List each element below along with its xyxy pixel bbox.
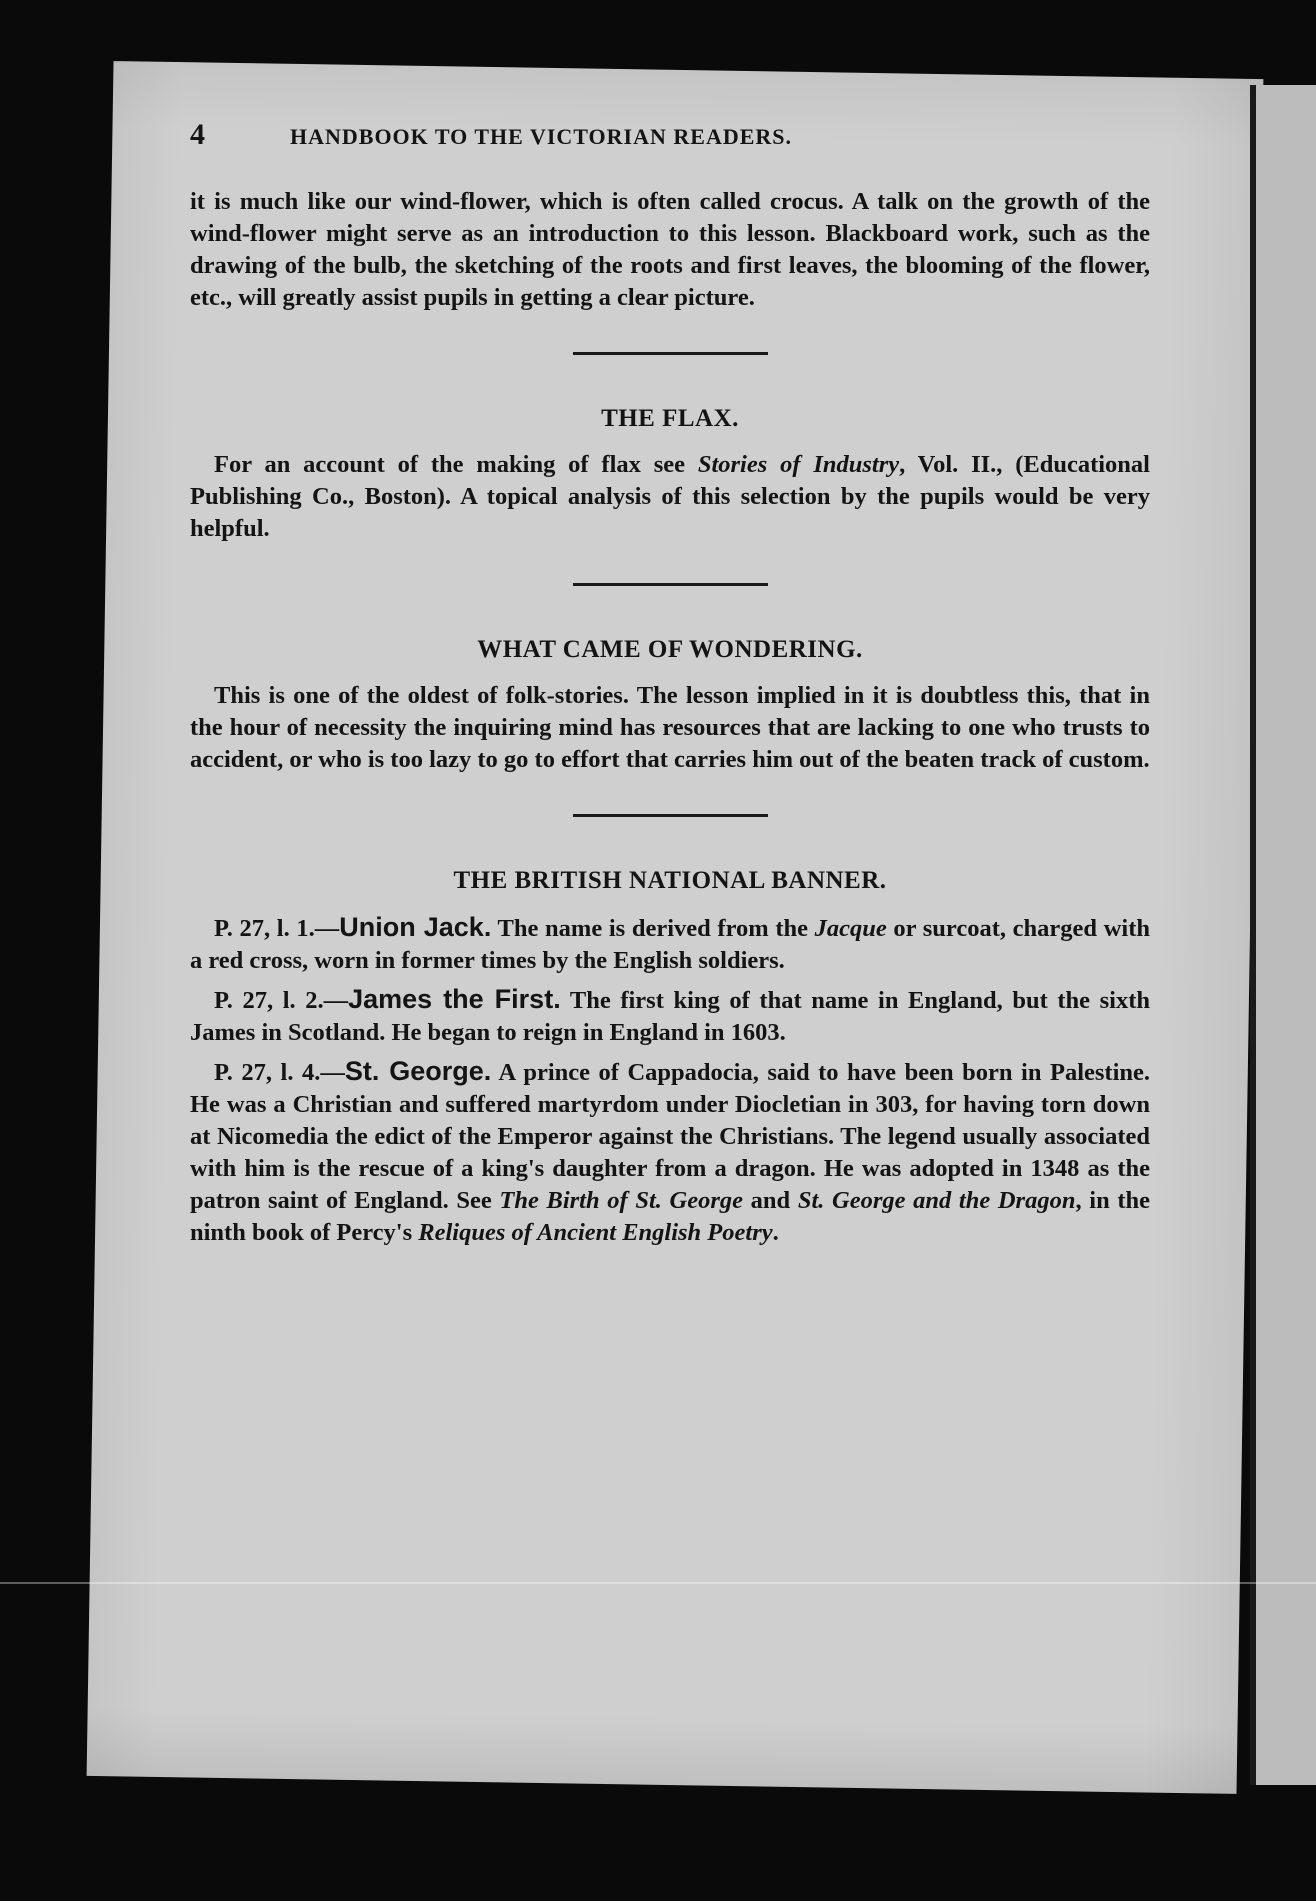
line-reference: P. 27, l. 2.— (214, 987, 349, 1014)
note-text: The name is derived from the (491, 915, 815, 942)
annotation-note (190, 983, 1150, 1049)
section-title: WHAT CAME OF WONDERING. (477, 636, 863, 663)
section-paragraph (190, 449, 1150, 545)
note-text: , in the ninth book of Percy's (190, 1187, 1150, 1246)
line-reference: P. 27, l. 1.— (214, 915, 340, 942)
note-text: . (772, 1219, 779, 1246)
note-italic: St. George and the Dragon (797, 1187, 1076, 1214)
running-head: HANDBOOK TO THE VICTORIAN READERS. (290, 124, 793, 149)
section-paragraph: This is one of the oldest of folk-stories. The lesson implied in it is doubtless this, that in the hour of necessity the inquiring mind has resources that are lacking to one who trusts to accident, or who is too lazy to go to effort that carries him out of the beaten track of custom. (190, 682, 1150, 773)
note-text: or surcoat, charged with a red cross, worn in former times by the English soldiers. (190, 915, 1150, 974)
section-banner (190, 867, 1150, 1249)
annotation-note (190, 1055, 1150, 1249)
section-divider (573, 583, 768, 586)
scan-artifact-line (0, 1582, 1316, 1584)
line-reference: P. 27, l. 4.— (214, 1059, 345, 1086)
note-headword: James the First. (348, 984, 561, 1014)
section-divider (573, 352, 768, 355)
page-header (190, 118, 1150, 152)
intro-paragraph: it is much like our wind-flower, which is often called crocus. A talk on the growth of the wind-flower might serve as an introduction to this lesson. Blackboard work, such as the drawing of the bulb, the sketching of the roots and first leaves, the blooming of the flower, etc., will greatly assist pupils in getting a clear picture. (190, 188, 1150, 311)
section-title: THE BRITISH NATIONAL BANNER. (453, 867, 887, 894)
page-number: 4 (190, 118, 205, 151)
note-text: The first king of that name in England, but the sixth James in Scotland. He began to reign in England in 1603. (190, 987, 1150, 1046)
book-title: Stories of Industry (697, 451, 900, 478)
section-divider (573, 814, 768, 817)
note-italic: Jacque (814, 915, 887, 942)
note-headword: St. George. (344, 1056, 492, 1086)
note-italic: The Birth of St. George (499, 1187, 744, 1214)
section-wondering (190, 636, 1150, 776)
section-flax (190, 405, 1150, 545)
note-text: and (743, 1187, 798, 1214)
note-text: A prince of Cappadocia, said to have been born in Palestine. He was a Christian and suffered martyrdom under Diocletian in 303, for having torn down at Nicomedia the edict of the Emperor against the Christians. The legend usually associated with him is the rescue of a king's daughter from a dragon. He was adopted in 1348 as the patron saint of England. See (190, 1059, 1150, 1214)
section-title: THE FLAX. (601, 405, 739, 432)
adjacent-page-edge (1250, 85, 1316, 1785)
para-text: For an account of the making of flax see (214, 451, 698, 478)
page-content (190, 118, 1150, 1255)
annotation-note (190, 911, 1150, 977)
note-italic: Reliques of Ancient English Poetry (418, 1219, 773, 1246)
note-headword: Union Jack. (339, 912, 492, 942)
para-text: , Vol. II., (Educational Publishing Co., Boston). A topical analysis of this selection by the pupils would be very helpful. (190, 451, 1150, 542)
